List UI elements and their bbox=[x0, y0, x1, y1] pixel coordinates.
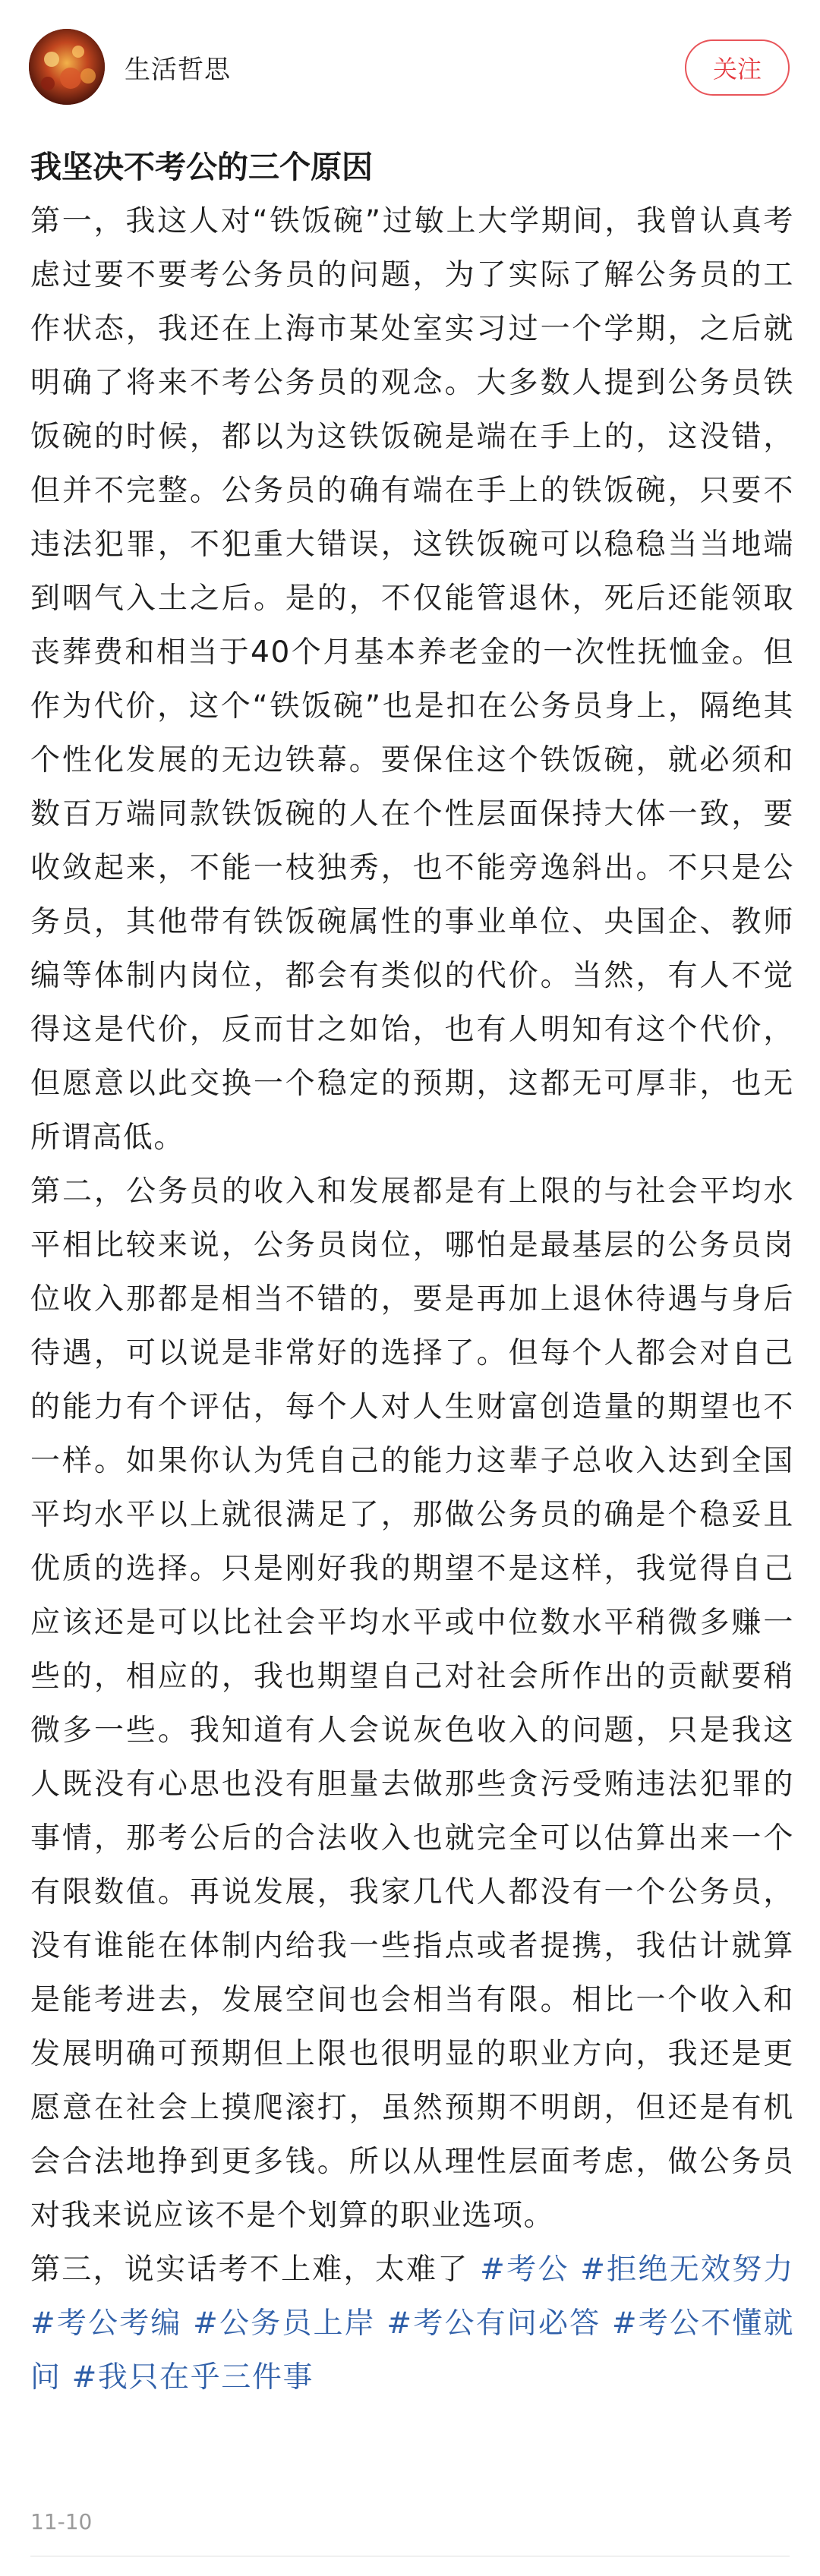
hashtag-link[interactable]: #考公考编 bbox=[30, 2306, 182, 2341]
post-date: 11-10 bbox=[30, 2509, 93, 2534]
post-title: 我坚决不考公的三个原因 bbox=[30, 149, 373, 185]
avatar[interactable] bbox=[29, 29, 105, 105]
hashtag-link[interactable]: #我只在乎三件事 bbox=[71, 2360, 314, 2395]
hashtag-link[interactable]: #拒绝无效努力 bbox=[580, 2253, 795, 2287]
post-paragraph-2: 第二，公务员的收入和发展都是有上限的与社会平均水平相比较来说，公务员岗位，哪怕是最基层的公务员岗位收入那都是相当不错的，要是再加上退休待遇与身后待遇，可以说是非常好的选择了。但每个人都会对自己的能力有个评估，每个人对人生财富创造量的期望也不一样。如果你认为凭自己的能力这辈子总收入达到全国平均水平以上就很满足了，那做公务员的确是个稳妥且优质的选择。只是刚好我的期望不是这样，我觉得自己应该还是可以比社会平均水平或中位数水平稍微多赚一些的，相应的，我也期望自己对社会所作出的贡献要稍微多一些。我知道有人会说灰色收入的问题，只是我这人既没有心思也没有胆量去做那些贪污受贿违法犯罪的事情，那考公后的合法收入也就完全可以估算出来一个有限数值。再说发展，我家几代人都没有一个公务员，没有谁能在体制内给我一些指点或者提携，我估计就算是能考进去，发展空间也会相当有限。相比一个收入和发展明确可预期但上限也很明显的职业方向，我还是更愿意在社会上摸爬滚打，虽然预期不明朗，但还是有机会合法地挣到更多钱。所以从理性层面考虑，做公务员对我来说应该不是个划算的职业选项。 bbox=[30, 1174, 794, 2233]
post-content bbox=[30, 144, 794, 2404]
hashtag-link[interactable]: #考公 bbox=[480, 2253, 569, 2287]
post-paragraph-3 bbox=[30, 2243, 794, 2404]
hashtag-link[interactable]: #考公不懂就问 bbox=[30, 2306, 795, 2395]
author-name[interactable]: 生活哲思 bbox=[125, 55, 231, 85]
follow-button[interactable]: 关注 bbox=[685, 39, 790, 96]
hashtag-link[interactable]: #考公有问必答 bbox=[386, 2306, 601, 2341]
post-paragraph-1: 第一，我这人对“铁饭碗”过敏上大学期间，我曾认真考虑过要不要考公务员的问题，为了实际了解公务员的工作状态，我还在上海市某处室实习过一个学期，之后就明确了将来不考公务员的观念。大多数人提到公务员铁饭碗的时候，都以为这铁饭碗是端在手上的，这没错，但并不完整。公务员的确有端在手上的铁饭碗，只要不违法犯罪，不犯重大错误，这铁饭碗可以稳稳当当地端到咽气入土之后。是的，不仅能管退休，死后还能领取丧葬费和相当于40个月基本养老金的一次性抚恤金。但作为代价，这个“铁饭碗”也是扣在公务员身上，隔绝其个性化发展的无边铁幕。要保住这个铁饭碗，就必须和数百万端同款铁饭碗的人在个性层面保持大体一致，要收敛起来，不能一枝独秀，也不能旁逸斜出。不只是公务员，其他带有铁饭碗属性的事业单位、央国企、教师编等体制内岗位，都会有类似的代价。当然，有人不觉得这是代价，反而甘之如饴，也有人明知有这个代价，但愿意以此交换一个稳定的预期，这都无可厚非，也无所谓高低。 bbox=[30, 204, 794, 1155]
post-header bbox=[0, 0, 820, 129]
avatar-image bbox=[29, 29, 105, 105]
hashtag-link[interactable]: #公务员上岸 bbox=[193, 2306, 376, 2341]
divider bbox=[30, 2556, 790, 2557]
post-paragraph-3-text: 第三，说实话考不上难，太难了 bbox=[30, 2253, 481, 2287]
